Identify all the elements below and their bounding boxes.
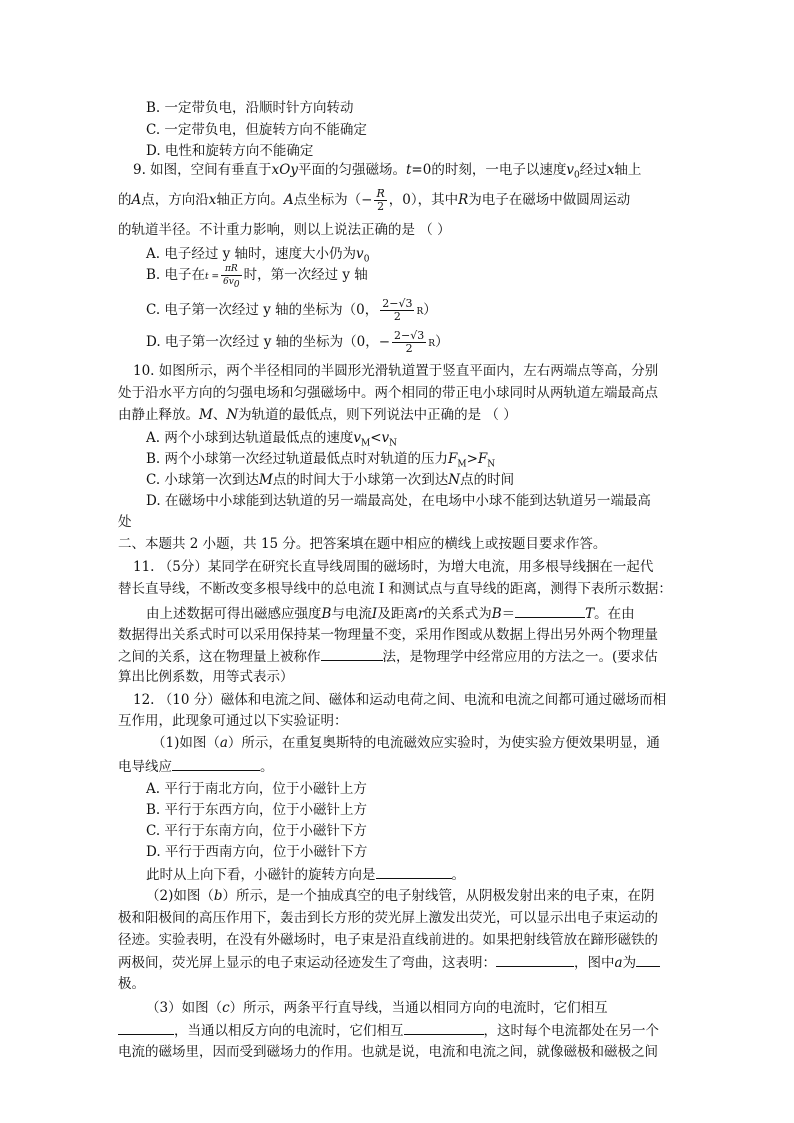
fraction-neg-2-minus-root3-over-2: $\frac{2-√3}{2}$ xyxy=(394,329,425,355)
q12-rotation-blank[interactable] xyxy=(376,864,452,879)
q12-part3-line3: 电流的磁场里，因而受到磁场力的作用。也就是说，电流和电流之间，就像磁极和磁极之间 xyxy=(118,1044,658,1060)
q10-option-d-line2: 处 xyxy=(118,514,132,530)
q11-method-blank[interactable] xyxy=(321,646,383,661)
q10-option-a: A. 两个小球到达轨道最低点的速度$v_M<v_N$ xyxy=(146,430,398,449)
q11-line3: 由上述数据可得出磁感应强度B与电流I及距离r的关系式为B＝ T。在由 xyxy=(146,603,635,624)
q12-part1-line1: （1)如图（a）所示，在重复奥斯特的电流磁效应实验时，为使实验方便效果明显，通 xyxy=(152,735,660,751)
q12-line1: 12. （10 分）磁体和电流之间、磁体和运动电荷之间、电流和电流之间都可通过磁场而相 xyxy=(133,692,667,708)
section-2-heading: 二、本题共 2 小题，共 15 分。把答案填在题中相应的横线上或按题目要求作答。 xyxy=(118,536,607,552)
q8-option-d: D. 电性和旋转方向不能确定 xyxy=(146,143,314,159)
q12-part3-line2: ，当通以相反方向的电流时，它们相互 ，这时每个电流都处在另一个 xyxy=(118,1020,659,1041)
q10-stem-line1: 10. 如图所示，两个半径相同的半圆形光滑轨道置于竖直平面内，左右两端点等高，分别 xyxy=(133,363,659,379)
q11-line5: 之间的关系，这在物理量上被称作 法，是物理学中经常应用的方法之一。(要求估 xyxy=(118,646,658,667)
q12-part2-line5: 极。 xyxy=(118,976,145,992)
q12-part1-option-b: B. 平行于东西方向，位于小磁针上方 xyxy=(146,802,368,818)
q12-part3-opposite-blank[interactable] xyxy=(404,1020,484,1035)
q12-part1-option-a: A. 平行于南北方向，位于小磁针上方 xyxy=(146,781,367,797)
q12-part2-explain-blank[interactable] xyxy=(496,952,574,967)
q12-part2-line1: （2)如图（b）所示，是一个抽成真空的电子射线管，从阴极发射出来的电子束，在阴 xyxy=(146,888,655,904)
q12-part1-line2: 电导线应 。 xyxy=(118,756,274,777)
fraction-r-over-2: $\frac{R}{2}$ xyxy=(376,187,385,213)
q9-option-b: B. 电子在t = $\frac{\pi R}{6v_0}$ 时，第一次经过 y 轴 xyxy=(146,264,368,290)
q8-option-c: C. 一定带负电，但旋转方向不能确定 xyxy=(146,122,367,138)
q12-part1-answer-blank[interactable] xyxy=(172,756,260,771)
q8-option-b: B. 一定带负电，沿顺时针方向转动 xyxy=(146,100,354,116)
q12-part2-line2: 极和阳极间的高压作用下，轰击到长方形的荧光屏上激发出荧光，可以显示出电子束运动的 xyxy=(118,910,658,926)
q12-part1-rotation-line: 此时从上向下看，小磁针的旋转方向是 。 xyxy=(146,864,465,885)
q10-stem-line2: 处于沿水平方向的匀强电场和匀强磁场中。两个相同的带正电小球同时从两轨道左端最高点 xyxy=(118,385,658,401)
q11-line4: 数据得出关系式时可以采用保持某一物理量不变，采用作图或从数据上得出另外两个物理量 xyxy=(118,627,658,643)
fraction-pir-over-6v0: $\frac{\pi R}{6v_0}$ xyxy=(223,264,240,290)
q11-line2: 替长直导线，不断改变多根导线中的总电流 I 和测试点与直导线的距离，测得下表所示数据： xyxy=(118,581,672,597)
q11-line1: 11. （5分）某同学在研究长直导线周围的磁场时，为增大电流，用多根导线捆在一起代 xyxy=(133,559,654,575)
q12-part2-pole-blank[interactable] xyxy=(636,952,660,967)
q9-option-d: D. 电子第一次经过 y 轴的坐标为（0，− $\frac{2-√3}{2}$ R） xyxy=(146,329,449,355)
q10-option-c: C. 小球第一次到达M点的时间大于小球第一次到达N点的时间 xyxy=(146,472,515,488)
q12-part2-line3: 径迹。实验表明，在没有外磁场时，电子束是沿直线前进的。如果把射线管放在蹄形磁铁的 xyxy=(118,932,658,948)
q9-option-c: C. 电子第一次经过 y 轴的坐标为（0， $\frac{2-√3}{2}$ R） xyxy=(146,297,437,323)
q10-option-b: B. 两个小球第一次经过轨道最低点时对轨道的压力$F_M>F_N$ xyxy=(146,451,496,470)
q10-stem-line3: 由静止释放。M、N为轨道的最低点，则下列说法中正确的是 （ ） xyxy=(118,407,517,423)
q12-line2: 互作用，此现象可通过以下实验证明： xyxy=(118,713,348,729)
fraction-2-minus-root3-over-2: $\frac{2-√3}{2}$ xyxy=(382,297,413,323)
q12-part1-option-c: C. 平行于东南方向，位于小磁针下方 xyxy=(146,823,367,839)
q11-formula-blank[interactable] xyxy=(515,603,585,618)
q9-stem-line1: 9. 如图，空间有垂直于xOy平面的匀强磁场。t=0的时刻，一电子以速度$v_0$经过x轴上 xyxy=(133,162,642,181)
q12-part3-line1: （3）如图（c）所示，两条平行直导线，当通以相同方向的电流时，它们相互 xyxy=(146,1000,608,1016)
q11-line6: 算出比例系数，用等式表示） xyxy=(118,669,294,685)
q9-stem-line3: 的轨道半径。不计重力影响，则以上说法正确的是 （ ） xyxy=(118,222,451,238)
q9-stem-line2: 的A点，方向沿x轴正方向。A点坐标为（− $\frac{R}{2}$ ，0），其中R为电子在磁场中做圆周运动 xyxy=(118,187,631,213)
q12-part3-same-blank[interactable] xyxy=(118,1020,174,1035)
q10-option-d-line1: D. 在磁场中小球能到达轨道的另一端最高处，在电场中小球不能到达轨道另一端最高 xyxy=(146,493,651,509)
q9-option-a: A. 电子经过 y 轴时，速度大小仍为$v_0$ xyxy=(146,246,370,265)
q12-part2-line4: 两极间，荧光屏上显示的电子束运动径迹发生了弯曲，这表明： ，图中a为 xyxy=(118,952,660,973)
q12-part1-option-d: D. 平行于西南方向，位于小磁针下方 xyxy=(146,844,368,860)
